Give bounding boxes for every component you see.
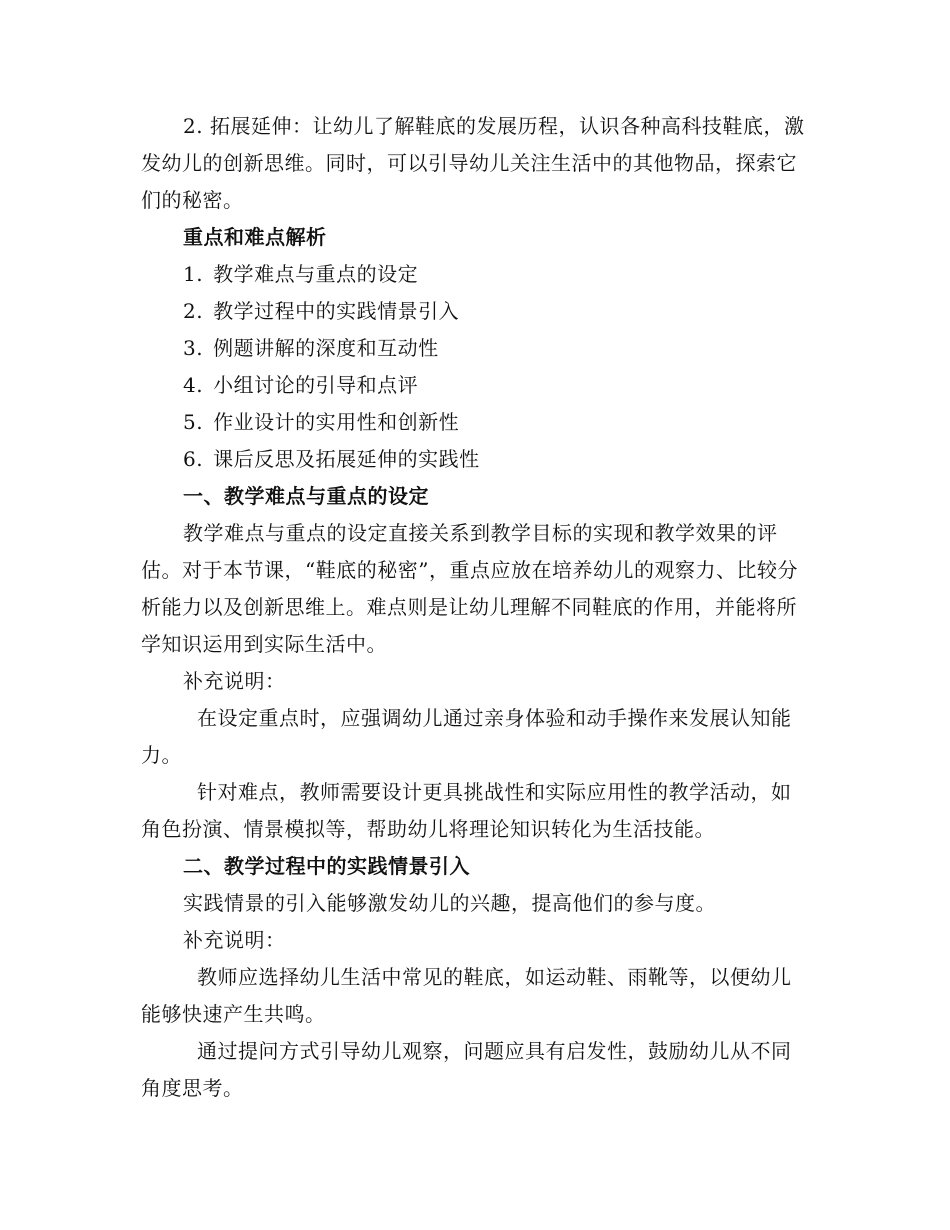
paragraph-supplement-1a: 在设定重点时，应强调幼儿通过亲身体验和动手操作来发展认知能力。 bbox=[141, 706, 792, 767]
list-item: 4. 小组讨论的引导和点评 bbox=[183, 373, 419, 397]
document-body bbox=[141, 108, 811, 1107]
section-heading-2: 二、教学过程中的实践情景引入 bbox=[183, 854, 470, 878]
section-heading-key-points: 重点和难点解析 bbox=[183, 225, 327, 249]
list-item: 5. 作业设计的实用性和创新性 bbox=[183, 410, 460, 434]
list-item: 2. 教学过程中的实践情景引入 bbox=[183, 299, 460, 323]
paragraph-extension: 2. 拓展延伸：让幼儿了解鞋底的发展历程，认识各种高科技鞋底，激发幼儿的创新思维。同时，可以引导幼儿关注生活中的其他物品，探索它们的秘密。 bbox=[141, 114, 805, 212]
paragraph-section-1: 教学难点与重点的设定直接关系到教学目标的实现和教学效果的评估。对于本节课，“鞋底的秘密”，重点应放在培养幼儿的观察力、比较分析能力以及创新思维上。难点则是让幼儿理解不同鞋底的作用，并能将所学知识运用到实际生活中。 bbox=[141, 521, 798, 656]
paragraph-section-2: 实践情景的引入能够激发幼儿的兴趣，提高他们的参与度。 bbox=[183, 891, 716, 915]
section-heading-1: 一、教学难点与重点的设定 bbox=[183, 484, 429, 508]
supplement-label: 补充说明： bbox=[183, 669, 286, 693]
key-points-list bbox=[141, 256, 811, 478]
paragraph-supplement-2a: 教师应选择幼儿生活中常见的鞋底，如运动鞋、雨靴等，以便幼儿能够快速产生共鸣。 bbox=[141, 965, 792, 1026]
paragraph-supplement-1b: 针对难点，教师需要设计更具挑战性和实际应用性的教学活动，如角色扮演、情景模拟等，帮助幼儿将理论知识转化为生活技能。 bbox=[141, 780, 792, 841]
paragraph-supplement-2b: 通过提问方式引导幼儿观察，问题应具有启发性，鼓励幼儿从不同角度思考。 bbox=[141, 1039, 792, 1100]
list-item: 3. 例题讲解的深度和互动性 bbox=[183, 336, 439, 360]
list-item: 1. 教学难点与重点的设定 bbox=[183, 262, 419, 286]
list-item: 6. 课后反思及拓展延伸的实践性 bbox=[183, 447, 480, 471]
supplement-label: 补充说明： bbox=[183, 928, 286, 952]
